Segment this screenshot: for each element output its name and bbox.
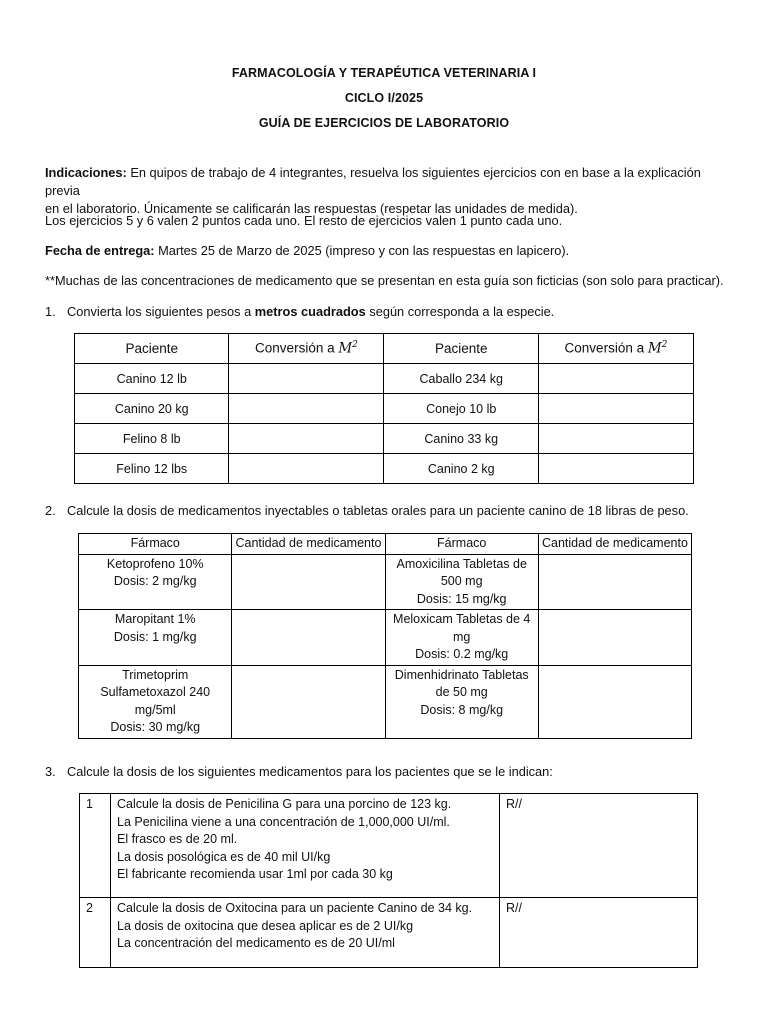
instructions-label: Indicaciones:	[45, 165, 127, 180]
drug-cell	[385, 610, 538, 666]
cell-line: Dosis: 0.2 mg/kg	[415, 647, 509, 661]
dose-table	[78, 533, 692, 739]
exercise-statement	[111, 794, 500, 898]
patient-cell: Felino 8 lb	[75, 424, 229, 454]
unit-exponent: 2	[661, 340, 668, 351]
cell-line: Dosis: 2 mg/kg	[113, 574, 197, 588]
table-row	[75, 454, 694, 484]
question-number: 3.	[45, 764, 56, 779]
patient-cell: Canino 33 kg	[384, 424, 538, 454]
cell-line: mg/5ml	[134, 702, 176, 717]
cell-line: Ketoprofeno 10%	[106, 556, 204, 571]
answer-cell[interactable]	[538, 665, 691, 738]
answer-cell[interactable]	[538, 394, 693, 424]
cell-line: de 50 mg	[435, 685, 488, 699]
question-text: Calcule la dosis de medicamentos inyectables o tabletas orales para un paciente canino de 18 libras de peso.	[67, 503, 689, 518]
unit-symbol: M	[647, 340, 662, 357]
column-header: Fármaco	[385, 534, 538, 555]
drug-cell	[79, 554, 232, 610]
points-paragraph: Los ejercicios 5 y 6 valen 2 puntos cada uno. El resto de ejercicios valen 1 punto cada uno.	[45, 213, 563, 228]
question-number: 2.	[45, 503, 56, 518]
cell-line: Dosis: 8 mg/kg	[420, 702, 504, 717]
instructions-paragraph	[45, 164, 735, 218]
table-row	[75, 364, 694, 394]
statement-line: La dosis posológica es de 40 mil UI/kg	[117, 849, 331, 864]
exercise-row	[80, 794, 698, 898]
answer-cell[interactable]	[229, 364, 384, 394]
statement-line: Calcule la dosis de Penicilina G para una porcino de 123 kg.	[117, 797, 452, 811]
table-row	[75, 424, 694, 454]
table-row	[75, 394, 694, 424]
answer-cell[interactable]	[538, 554, 691, 610]
question-2	[45, 502, 735, 520]
patient-cell: Canino 12 lb	[75, 364, 229, 394]
column-header	[229, 334, 384, 364]
cell-line: Meloxicam Tabletas de 4	[393, 612, 531, 626]
patient-cell: Caballo 234 kg	[384, 364, 538, 394]
cell-line: Maropitant 1%	[114, 612, 196, 626]
answer-cell[interactable]	[232, 610, 385, 666]
question-text: Calcule la dosis de los siguientes medicamentos para los pacientes que se le indican:	[67, 764, 553, 779]
statement-line: El fabricante recomienda usar 1ml por cada 30 kg	[117, 867, 393, 881]
statement-line: La concentración del medicamento es de 20 UI/ml	[117, 936, 395, 950]
note-paragraph: **Muchas de las concentraciones de medicamento que se presentan en esta guía son ficticias (son solo para practicar).	[45, 273, 724, 288]
due-date-text: Martes 25 de Marzo de 2025 (impreso y con las respuestas en lapicero).	[154, 243, 570, 258]
exercise-number: 2	[80, 898, 111, 968]
question-text-bold: metros cuadrados	[254, 304, 366, 319]
answer-cell[interactable]: R//	[500, 898, 698, 968]
column-header	[538, 334, 693, 364]
drug-cell	[385, 554, 538, 610]
answer-cell[interactable]	[232, 665, 385, 738]
question-text-a: Convierta los siguientes pesos a	[67, 304, 255, 319]
question-text-b: según corresponda a la especie.	[365, 304, 555, 319]
statement-line: La Penicilina viene a una concentración de 1,000,000 UI/ml.	[117, 814, 450, 829]
patient-cell: Conejo 10 lb	[384, 394, 538, 424]
answer-cell[interactable]	[538, 610, 691, 666]
answer-cell[interactable]	[229, 454, 384, 484]
column-header: Paciente	[75, 334, 229, 364]
cell-line: Amoxicilina Tabletas de	[396, 556, 527, 571]
cycle-title: CICLO I/2025	[344, 91, 424, 105]
patient-cell: Canino 20 kg	[75, 394, 229, 424]
answer-cell[interactable]	[229, 394, 384, 424]
cell-line: Dosis: 15 mg/kg	[416, 591, 507, 606]
patient-cell: Canino 2 kg	[384, 454, 538, 484]
cell-line: Dosis: 1 mg/kg	[113, 629, 197, 644]
question-3	[45, 763, 735, 781]
cell-line: Sulfametoxazol 240	[100, 685, 211, 699]
column-header: Cantidad de medicamento	[232, 534, 385, 555]
due-date-paragraph	[45, 242, 735, 260]
table-row	[79, 554, 692, 610]
drug-cell	[385, 665, 538, 738]
table-row	[79, 610, 692, 666]
exercise-table	[79, 793, 698, 968]
exercise-row	[80, 898, 698, 968]
column-header: Fármaco	[79, 534, 232, 555]
due-date-label: Fecha de entrega:	[45, 243, 155, 258]
conversion-table	[74, 333, 694, 484]
column-header-text: Conversión a	[255, 340, 339, 356]
exercise-number: 1	[80, 794, 111, 898]
column-header-text: Conversión a	[564, 340, 648, 356]
statement-line: Calcule la dosis de Oxitocina para un paciente Canino de 34 kg.	[117, 901, 473, 915]
column-header: Paciente	[384, 334, 538, 364]
question-number: 1.	[45, 304, 56, 319]
answer-cell[interactable]	[538, 424, 693, 454]
course-title: FARMACOLOGÍA Y TERAPÉUTICA VETERINARIA I	[231, 66, 537, 80]
answer-cell[interactable]	[229, 424, 384, 454]
answer-cell[interactable]: R//	[500, 794, 698, 898]
cell-line: Dimenhidrinato Tabletas	[394, 667, 529, 682]
cell-line: Dosis: 30 mg/kg	[110, 720, 201, 734]
question-1	[45, 303, 735, 321]
drug-cell	[79, 610, 232, 666]
guide-title: GUÍA DE EJERCICIOS DE LABORATORIO	[258, 116, 510, 130]
cell-line: mg	[453, 629, 471, 644]
cell-line: 500 mg	[440, 574, 483, 588]
answer-cell[interactable]	[232, 554, 385, 610]
statement-line: La dosis de oxitocina que desea aplicar es de 2 UI/kg	[117, 918, 414, 933]
drug-cell	[79, 665, 232, 738]
instructions-text-2: en el laboratorio. Únicamente se calificarán las respuestas (respetar las unidades de medida).	[45, 201, 578, 216]
column-header: Cantidad de medicamento	[538, 534, 691, 555]
answer-cell[interactable]	[538, 454, 693, 484]
instructions-text-1: En quipos de trabajo de 4 integrantes, resuelva los siguientes ejercicios con en base a la explicación previa	[45, 165, 701, 198]
exercise-statement	[111, 898, 500, 968]
answer-cell[interactable]	[538, 364, 693, 394]
unit-exponent: 2	[352, 340, 358, 351]
statement-line: El frasco es de 20 ml.	[117, 832, 238, 846]
cell-line: Trimetoprim	[122, 667, 189, 682]
table-row	[79, 665, 692, 738]
unit-symbol: M	[338, 340, 353, 357]
patient-cell: Felino 12 lbs	[75, 454, 229, 484]
